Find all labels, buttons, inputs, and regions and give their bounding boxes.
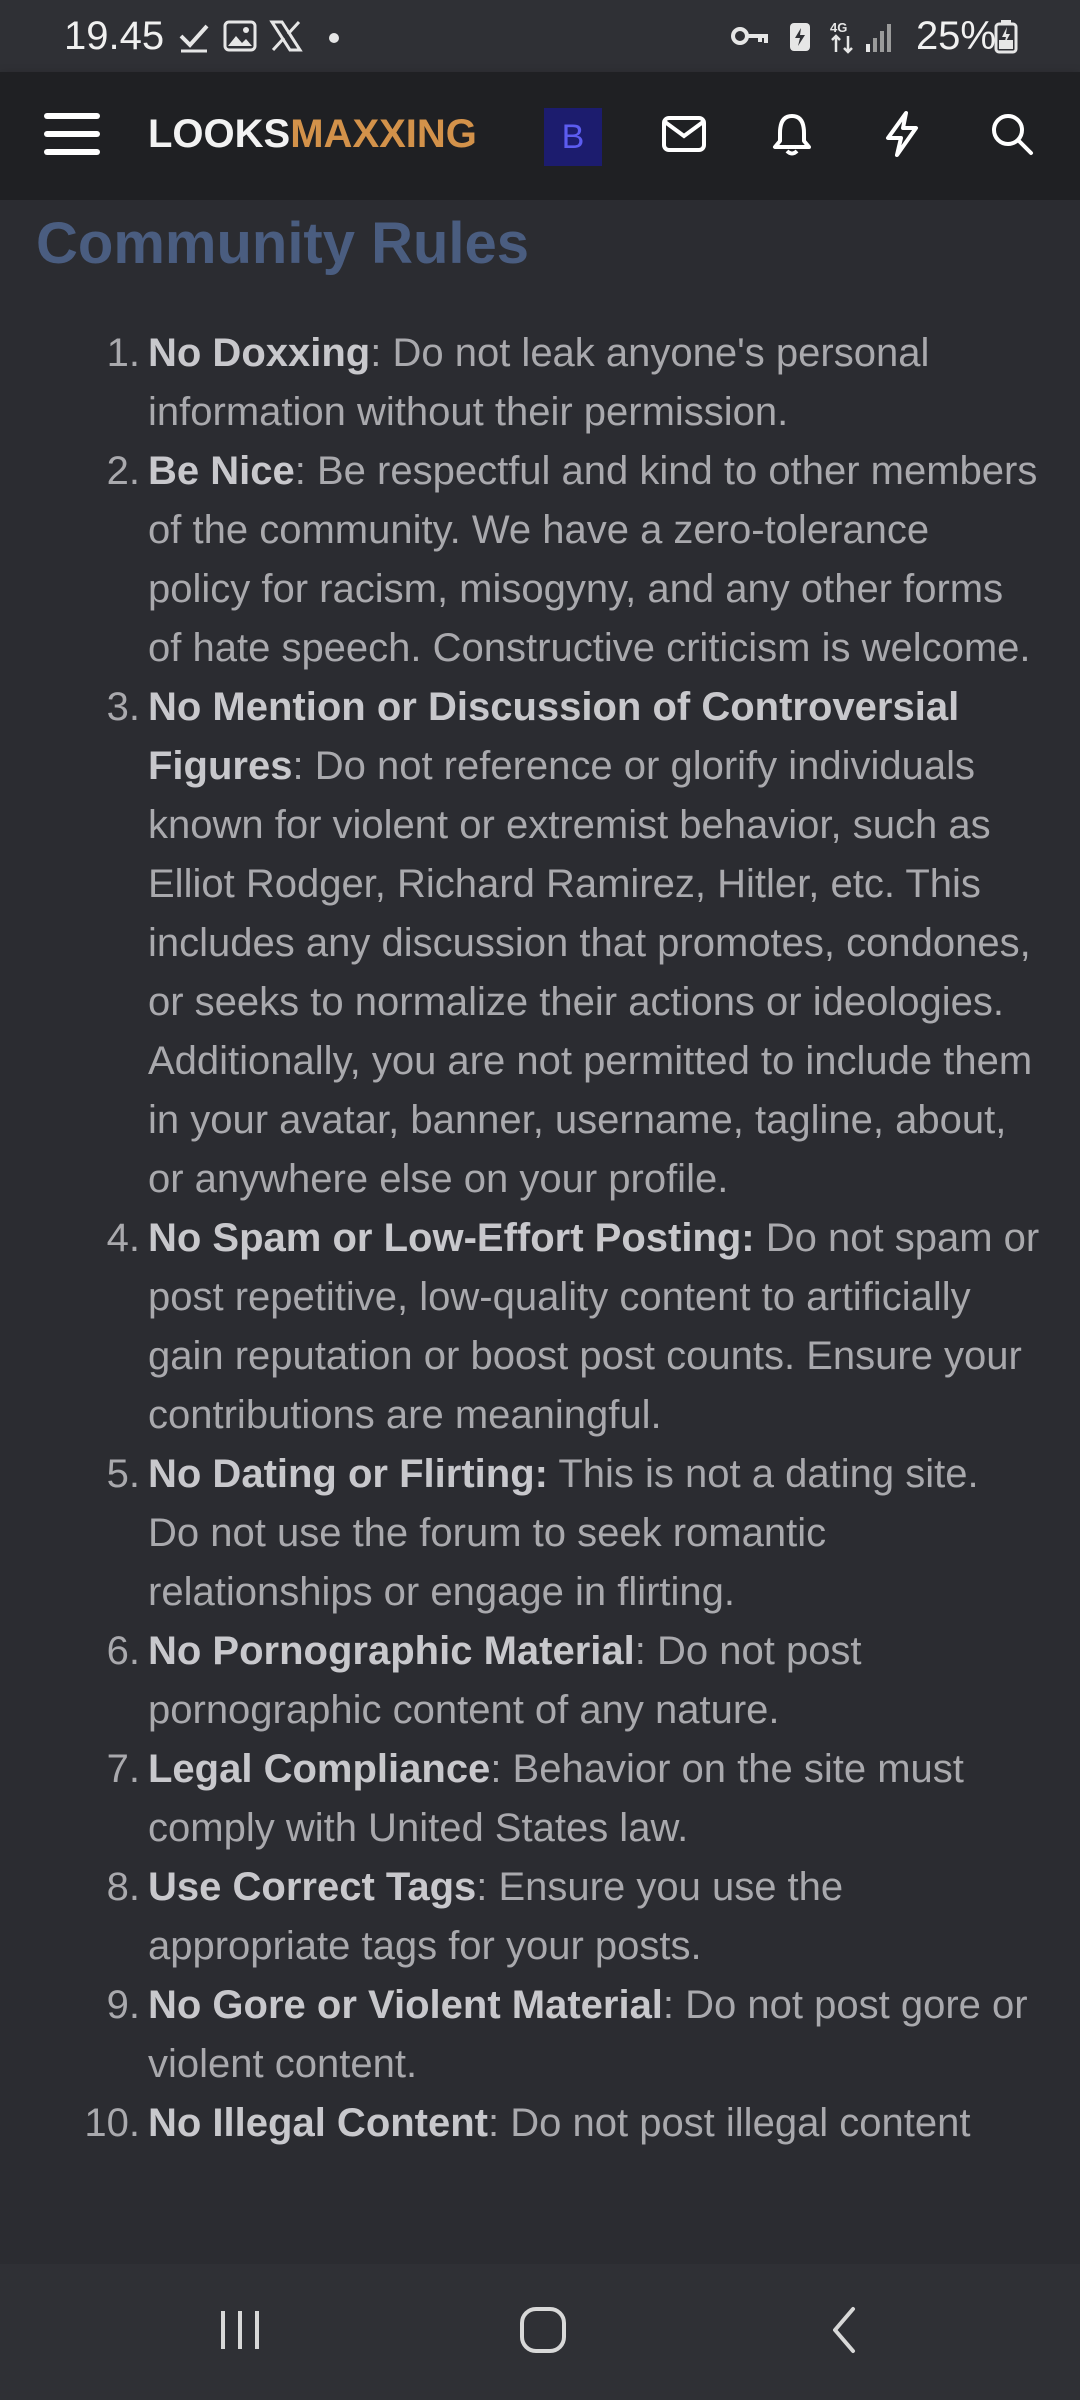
back-button[interactable] <box>806 2292 886 2372</box>
back-icon <box>821 2305 871 2360</box>
rule-number: 9. <box>106 1983 140 2027</box>
rule-item <box>0 2094 1080 2153</box>
key-icon <box>730 18 766 54</box>
rule-number: 6. <box>106 1629 140 1673</box>
rule-title: No Gore or Violent Material <box>148 1983 663 2027</box>
rule-text: : Be respectful and kind to other members of the community. We have a zero-tolerance policy for racism, misogyny, and any other forms of hate speech. Constructive criticism is welcome. <box>148 449 1038 670</box>
rule-title: No Spam or Low-Effort Posting: <box>148 1216 755 1260</box>
rule-number: 10. <box>84 2101 140 2145</box>
recent-apps-button[interactable] <box>200 2292 280 2372</box>
battery-saver-icon <box>782 18 818 54</box>
rule-title: Be Nice <box>148 449 295 493</box>
rule-item <box>0 1445 1080 1622</box>
rule-text: : Do not reference or glorify individuals known for violent or extremist behavior, such as Elliot Rodger, Richard Ramirez, Hitler, etc. This includes any discussion that promotes, condones, or seeks to normalize their actions or ideologies. Additionally, you are not permitted to include them in your avatar, banner, username, tagline, about, or anywhere else on your profile. <box>148 744 1033 1201</box>
rule-item <box>0 1622 1080 1740</box>
inbox-button[interactable] <box>648 100 720 172</box>
rule-number: 8. <box>106 1865 140 1909</box>
rule-item <box>0 1740 1080 1858</box>
rule-text: This is not a dating site. Do not use the forum to seek romantic relationships or engage in flirting. <box>148 1452 979 1614</box>
rule-title: No Doxxing <box>148 331 371 375</box>
rule-number: 1. <box>106 331 140 375</box>
bolt-icon <box>882 110 922 163</box>
home-button[interactable] <box>503 2292 583 2372</box>
rule-title: Legal Compliance <box>148 1747 491 1791</box>
image-icon <box>222 18 258 54</box>
alerts-button[interactable] <box>756 100 828 172</box>
page-content <box>0 200 1080 2264</box>
status-bar <box>0 0 1080 72</box>
rule-item <box>0 1209 1080 1445</box>
rule-item <box>0 442 1080 678</box>
rule-number: 2. <box>106 449 140 493</box>
rule-item <box>0 324 1080 442</box>
rule-title: Use Correct Tags <box>148 1865 477 1909</box>
avatar-letter: B <box>561 117 585 156</box>
rule-title: No Dating or Flirting: <box>148 1452 548 1496</box>
rule-text: : Ensure you use the appropriate tags for your posts. <box>148 1865 844 1968</box>
battery-icon <box>992 18 1028 54</box>
rule-title: No Pornographic Material <box>148 1629 635 1673</box>
rule-number: 4. <box>106 1216 140 1260</box>
site-header <box>0 72 1080 200</box>
search-button[interactable] <box>976 100 1048 172</box>
search-icon <box>990 112 1034 161</box>
rule-title: No Mention or Discussion of Controversial Figures <box>148 685 960 788</box>
whats-new-button[interactable] <box>866 100 938 172</box>
battery-percent: 25% <box>915 14 996 58</box>
rule-title: No Illegal Content <box>148 2101 488 2145</box>
mail-icon <box>661 114 707 159</box>
rule-number: 7. <box>106 1747 140 1791</box>
recent-apps-icon <box>215 2305 265 2360</box>
rule-text: : Do not leak anyone's personal information without their permission. <box>148 331 930 434</box>
menu-icon <box>42 109 102 164</box>
bell-icon <box>771 111 813 162</box>
status-time: 19.45 <box>64 14 165 58</box>
logo-text-looks: LOOKS <box>148 112 291 156</box>
page-title: Community Rules <box>36 211 530 276</box>
rule-number: 5. <box>106 1452 140 1496</box>
dot-icon <box>320 18 356 54</box>
rule-item <box>0 1976 1080 2094</box>
rule-item <box>0 678 1080 1209</box>
rule-item <box>0 1858 1080 1976</box>
rules-list <box>0 324 1080 2153</box>
system-nav-bar <box>0 2264 1080 2400</box>
menu-button[interactable] <box>36 100 108 172</box>
signal-icon <box>862 18 898 54</box>
rule-text: Do not spam or post repetitive, low-quality content to artificially gain reputation or boost post counts. Ensure your contributions are meaningful. <box>148 1216 1040 1437</box>
logo-text-maxxing: MAXXING <box>290 112 477 156</box>
user-avatar[interactable] <box>544 108 602 166</box>
network-4g-icon <box>826 18 862 54</box>
rule-text: : Do not post illegal content <box>488 2101 971 2145</box>
x-logo-icon <box>268 18 304 54</box>
rule-text: : Do not post gore or violent content. <box>148 1983 1028 2086</box>
rule-number: 3. <box>106 685 140 729</box>
site-logo[interactable] <box>148 112 477 157</box>
check-icon <box>176 18 212 54</box>
rule-text: : Behavior on the site must comply with United States law. <box>148 1747 964 1850</box>
svg-text:4G: 4G <box>830 20 848 35</box>
rule-text: : Do not post pornographic content of any nature. <box>148 1629 862 1732</box>
home-icon <box>518 2305 568 2360</box>
